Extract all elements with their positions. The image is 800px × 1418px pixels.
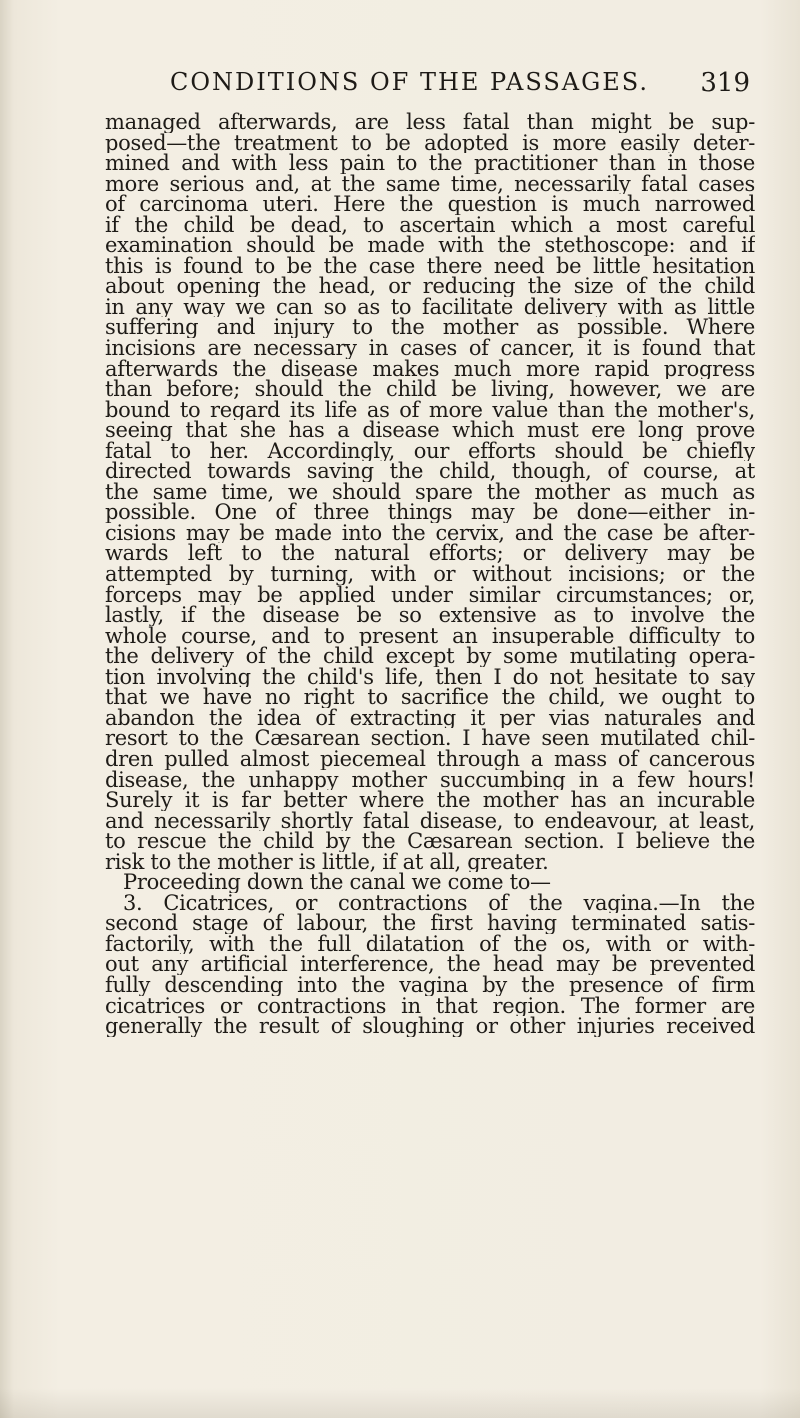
running-title: CONDITIONS OF THE PASSAGES. [170, 68, 650, 96]
text-line: and necessarily shortly fatal disease, to endeavour, at least, [105, 810, 755, 832]
text-line: factorily, with the full dilatation of the os, with or with- [105, 933, 755, 955]
text-line: that we have no right to sacrifice the child, we ought to [105, 687, 755, 708]
text-line: managed afterwards, are less fatal than might be sup- [105, 112, 755, 133]
text-line: disease, the unhappy mother succumbing in a few hours! [105, 769, 755, 791]
text-line: seeing that she has a disease which must ere long prove [105, 420, 755, 441]
text-line: bound to regard its life as of more value than the mother's, [105, 399, 755, 421]
text-line: mined and with less pain to the practitioner than in those [105, 153, 755, 174]
text-line: posed—the treatment to be adopted is more easily deter- [105, 132, 755, 154]
text-line: whole course, and to present an insuperable difficulty to [105, 625, 755, 647]
text-line: possible. One of three things may be done—either in- [105, 502, 755, 523]
text-line: tion involving the child's life, then I do not hesitate to say [105, 666, 755, 688]
text-line: the same time, we should spare the mother as much as [105, 481, 755, 503]
text-line: afterwards the disease makes much more rapid progress [105, 358, 755, 380]
text-line: incisions are necessary in cases of cancer, it is found that [105, 338, 755, 359]
text-line: to rescue the child by the Cæsarean section. I believe the [105, 831, 755, 852]
text-line: of carcinoma uteri. Here the question is much narrowed [105, 194, 755, 215]
text-line: resort to the Cæsarean section. I have seen mutilated chil- [105, 728, 755, 749]
text-line: about opening the head, or reducing the size of the child [105, 276, 755, 297]
text-line: if the child be dead, to ascertain which a most careful [105, 214, 755, 236]
text-line: directed towards saving the child, though, of course, at [105, 461, 755, 482]
text-line: cicatrices or contractions in that region. The former are [105, 995, 755, 1017]
text-line: 3. Cicatrices, or contractions of the vagina.—In the [123, 892, 755, 914]
text-line: risk to the mother is little, if at all, greater. [105, 851, 549, 873]
text-line: suffering and injury to the mother as possible. Where [105, 317, 755, 339]
text-line: attempted by turning, with or without incisions; or the [105, 564, 755, 585]
page-edge-shadow [0, 1388, 800, 1418]
text-line: generally the result of sloughing or other injuries received [105, 1016, 755, 1037]
text-line: the delivery of the child except by some mutilating opera- [105, 646, 755, 667]
text-line: fatal to her. Accordingly, our efforts should be chiefly [105, 440, 755, 462]
page-header [90, 68, 750, 102]
text-line: more serious and, at the same time, necessarily fatal cases [105, 173, 755, 195]
text-line: this is found to be the case there need be little hesitation [105, 255, 755, 277]
text-line: second stage of labour, the first having terminated satis- [105, 913, 755, 934]
text-line: abandon the idea of extracting it per vias naturales and [105, 707, 755, 729]
text-line: out any artificial interference, the head may be prevented [105, 954, 755, 975]
text-line: dren pulled almost piecemeal through a mass of cancerous [105, 748, 755, 770]
text-line: fully descending into the vagina by the presence of firm [105, 974, 755, 996]
text-line: forceps may be applied under similar circumstances; or, [105, 584, 755, 606]
page-number: 319 [700, 68, 750, 98]
text-line: examination should be made with the stethoscope: and if [105, 235, 755, 256]
text-line: in any way we can so as to facilitate delivery with as little [105, 296, 755, 318]
text-line: wards left to the natural efforts; or delivery may be [105, 543, 755, 565]
text-line: Surely it is far better where the mother has an incurable [105, 790, 755, 811]
body-text [105, 112, 755, 1037]
text-line: than before; should the child be living, however, we are [105, 379, 755, 400]
text-line: cisions may be made into the cervix, and the case be after- [105, 522, 755, 544]
text-line: Proceeding down the canal we come to— [123, 872, 551, 893]
text-line: lastly, if the disease be so extensive as to involve the [105, 605, 755, 626]
